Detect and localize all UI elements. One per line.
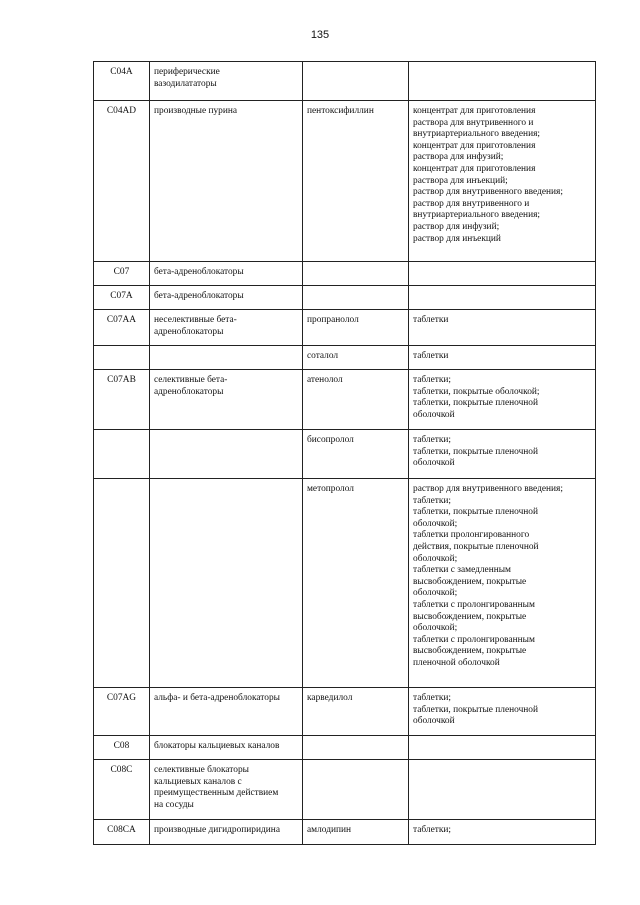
atc-code: C08 — [94, 736, 150, 760]
drug-name: карведилол — [303, 688, 409, 736]
table-row — [94, 370, 596, 430]
table-row — [94, 262, 596, 286]
drug-name — [303, 62, 409, 101]
atc-code — [94, 430, 150, 479]
table-row — [94, 736, 596, 760]
drug-name — [303, 262, 409, 286]
atc-code: C08C — [94, 760, 150, 820]
dosage-form — [409, 286, 596, 310]
dosage-form: концентрат для приготовления раствора для внутривенного и внутриартериального введения; концентрат для приготовления раствора для инфузий; концентрат для приготовления раствора для инъекций; раствор для внутривенного введения; раствор для внутривенного и внутриартериального введения; раствор для инфузий; раствор для инъекций — [409, 101, 596, 262]
atc-code: C04A — [94, 62, 150, 101]
drug-name: пропранолол — [303, 310, 409, 346]
dosage-form — [409, 262, 596, 286]
drug-name: атенолол — [303, 370, 409, 430]
atc-code: C07AG — [94, 688, 150, 736]
table-row — [94, 101, 596, 262]
drug-name — [303, 736, 409, 760]
pharmacological-group: бета-адреноблокаторы — [150, 286, 303, 310]
table-row — [94, 346, 596, 370]
table-row — [94, 286, 596, 310]
drug-classification-table — [93, 61, 596, 845]
drug-name — [303, 286, 409, 310]
dosage-form: таблетки — [409, 346, 596, 370]
table-row — [94, 310, 596, 346]
drug-name: амлодипин — [303, 820, 409, 845]
atc-code: C07A — [94, 286, 150, 310]
pharmacological-group — [150, 479, 303, 688]
dosage-form: таблетки; таблетки, покрытые пленочной оболочкой — [409, 688, 596, 736]
pharmacological-group — [150, 430, 303, 479]
drug-name: соталол — [303, 346, 409, 370]
pharmacological-group: селективные бета- адреноблокаторы — [150, 370, 303, 430]
page-number: 135 — [310, 29, 330, 41]
table-row — [94, 820, 596, 845]
table-row — [94, 479, 596, 688]
pharmacological-group: альфа- и бета-адреноблокаторы — [150, 688, 303, 736]
pharmacological-group: производные дигидропиридина — [150, 820, 303, 845]
atc-code: C07 — [94, 262, 150, 286]
pharmacological-group: блокаторы кальциевых каналов — [150, 736, 303, 760]
table-row — [94, 688, 596, 736]
pharmacological-group: периферические вазодилататоры — [150, 62, 303, 101]
dosage-form — [409, 736, 596, 760]
pharmacological-group: производные пурина — [150, 101, 303, 262]
atc-code: C08CA — [94, 820, 150, 845]
dosage-form: таблетки; таблетки, покрытые пленочной оболочкой — [409, 430, 596, 479]
atc-code: C07AA — [94, 310, 150, 346]
pharmacological-group: селективные блокаторы кальциевых каналов с преимущественным действием на сосуды — [150, 760, 303, 820]
atc-code — [94, 479, 150, 688]
atc-code — [94, 346, 150, 370]
dosage-form: таблетки; таблетки, покрытые оболочкой; таблетки, покрытые пленочной оболочкой — [409, 370, 596, 430]
dosage-form — [409, 760, 596, 820]
dosage-form: раствор для внутривенного введения; таблетки; таблетки, покрытые пленочной оболочкой; таблетки пролонгированного действия, покрытые пленочной оболочкой; таблетки с замедленным высвобождением, покрытые оболочкой; таблетки с пролонгированным высвобождением, покрытые оболочкой; таблетки с пролонгированным высвобождением, покрытые пленочной оболочкой — [409, 479, 596, 688]
drug-name: бисопролол — [303, 430, 409, 479]
dosage-form: таблетки; — [409, 820, 596, 845]
pharmacological-group: неселективные бета- адреноблокаторы — [150, 310, 303, 346]
table-row — [94, 430, 596, 479]
drug-name — [303, 760, 409, 820]
pharmacological-group — [150, 346, 303, 370]
drug-name: метопролол — [303, 479, 409, 688]
drug-name: пентоксифиллин — [303, 101, 409, 262]
atc-code: C04AD — [94, 101, 150, 262]
table-row — [94, 62, 596, 101]
dosage-form — [409, 62, 596, 101]
atc-code: C07AB — [94, 370, 150, 430]
table-row — [94, 760, 596, 820]
pharmacological-group: бета-адреноблокаторы — [150, 262, 303, 286]
dosage-form: таблетки — [409, 310, 596, 346]
